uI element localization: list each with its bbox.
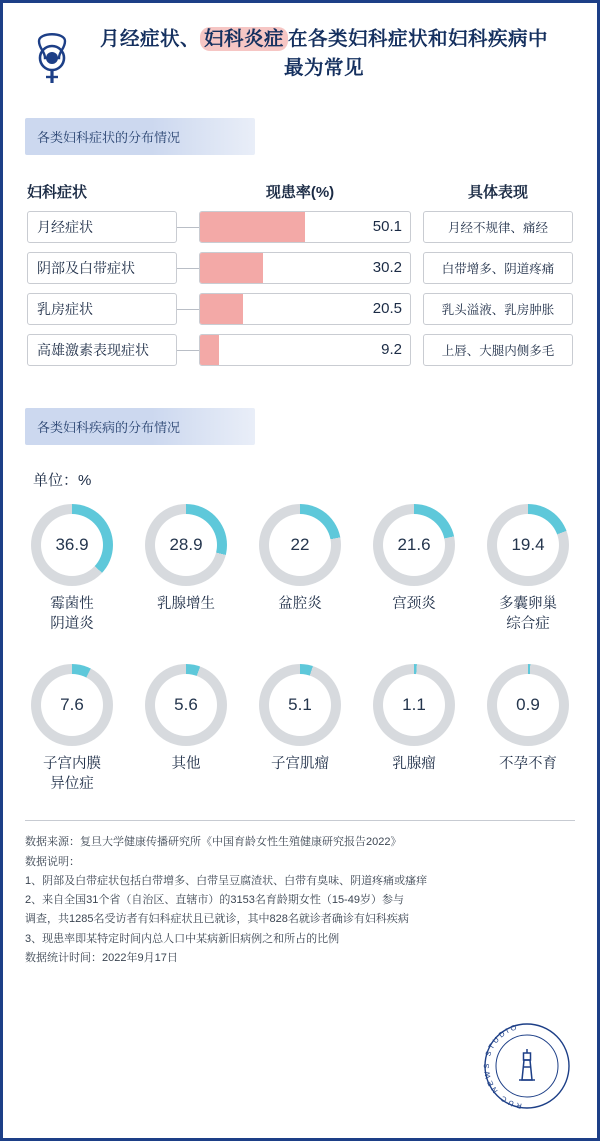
footer-line-4: 2、来自全国31个省（自治区、直辖市）的3153名育龄期女性（15-49岁）参与: [25, 894, 404, 906]
donut-ring: [259, 664, 341, 746]
donut-item: [129, 664, 243, 794]
donut-label: 乳腺瘤: [392, 756, 436, 773]
bar-value: 30.2: [372, 259, 402, 276]
donut-label: 不孕不育: [499, 756, 557, 773]
donut-item: [15, 664, 129, 794]
studio-stamp: [481, 1020, 573, 1112]
symptom-table-body: [3, 211, 597, 366]
bar-fill: [200, 212, 305, 242]
footer-line-6: 3、现患率即某特定时间内总人口中某病新旧病例之和所占的比例: [25, 932, 340, 945]
donut-ring: [145, 664, 227, 746]
symptom-manifestation: 上唇、大腿内侧多毛: [423, 334, 573, 366]
donut-ring: [373, 504, 455, 586]
col-header-manifestation: 具体表现: [467, 184, 528, 201]
page-title: [79, 25, 569, 84]
donut-item: [357, 664, 471, 794]
title-highlight: 妇科炎症: [200, 27, 288, 51]
symptom-name: 乳房症状: [27, 293, 177, 325]
col-header-prevalence: 现患率(%): [265, 184, 335, 201]
donut-value: 7.6: [41, 674, 103, 736]
bar-area: [177, 334, 411, 366]
bar-track: [199, 334, 411, 366]
donut-item: [471, 664, 585, 794]
donut-ring: [259, 504, 341, 586]
footer-line-1: 数据来源：复旦大学健康传播研究所《中国育龄女性生殖健康研究报告2022》: [25, 836, 402, 849]
table-row: [27, 334, 573, 366]
title-part1: 月经症状、: [99, 28, 200, 50]
footer-divider: [25, 820, 575, 821]
donut-ring: [31, 664, 113, 746]
donut-value: 19.4: [497, 514, 559, 576]
bar-fill: [200, 294, 243, 324]
bar-track: [199, 293, 411, 325]
symptom-table-header: [27, 181, 573, 202]
bar-area: [177, 293, 411, 325]
connector-line: [177, 227, 199, 228]
section-label-diseases: 各类妇科疾病的分布情况: [25, 408, 255, 445]
donut-label: 其他: [171, 756, 201, 773]
connector-line: [177, 268, 199, 269]
footer-line-7: 数据统计时间：2022年9月17日: [25, 951, 178, 964]
donut-label: 子宫内膜 异位症: [43, 756, 101, 792]
donut-ring: [31, 504, 113, 586]
donut-value: 22: [269, 514, 331, 576]
bar-value: 20.5: [372, 300, 402, 317]
bar-value: 50.1: [372, 218, 402, 235]
donut-value: 0.9: [497, 674, 559, 736]
donut-value: 21.6: [383, 514, 445, 576]
donut-label: 乳腺增生: [157, 596, 215, 612]
donut-item: [357, 504, 471, 634]
donut-ring: [487, 504, 569, 586]
footer-line-5: 调查，共1285名受访者有妇科症状且已就诊，其中828名就诊者确诊有妇科疾病: [25, 913, 409, 926]
header: [3, 3, 597, 100]
table-row: [27, 252, 573, 284]
footer-line-3: 1、阴部及白带症状包括白带增多、白带呈豆腐渣状、白带有臭味、阴道疼痛或瘙痒: [25, 874, 428, 887]
symptom-name: 月经症状: [27, 211, 177, 243]
bar-track: [199, 211, 411, 243]
donut-label: 盆腔炎: [278, 596, 322, 612]
section-label-symptoms: 各类妇科症状的分布情况: [25, 118, 255, 155]
symptom-manifestation: 白带增多、阴道疼痛: [423, 252, 573, 284]
col-header-symptom: 妇科症状: [27, 184, 88, 201]
symptom-name: 阴部及白带症状: [27, 252, 177, 284]
bar-value: 9.2: [381, 341, 402, 358]
donut-item: [15, 504, 129, 634]
connector-line: [177, 309, 199, 310]
donut-ring: [487, 664, 569, 746]
symptom-manifestation: 乳头溢液、乳房肿胀: [423, 293, 573, 325]
table-row: [27, 293, 573, 325]
donut-ring: [373, 664, 455, 746]
magnifier-icon: [25, 25, 79, 94]
donut-item: [243, 664, 357, 794]
donut-label: 霉菌性 阴道炎: [50, 596, 94, 632]
donut-value: 28.9: [155, 514, 217, 576]
svg-text:RUC NEWS STUDIO: RUC NEWS STUDIO: [481, 1021, 523, 1111]
bar-fill: [200, 335, 219, 365]
donut-item: [471, 504, 585, 634]
unit-label: 单位：%: [33, 472, 92, 489]
symptom-name: 高雄激素表现症状: [27, 334, 177, 366]
donut-row-1: [15, 504, 585, 634]
bar-track: [199, 252, 411, 284]
donut-item: [243, 504, 357, 634]
title-part2: 在各类妇科症状和妇科疾病中: [288, 28, 549, 50]
bar-fill: [200, 253, 263, 283]
donut-value: 1.1: [383, 674, 445, 736]
donut-row-2: [15, 664, 585, 794]
title-line2: 最为常见: [283, 57, 364, 80]
donut-value: 36.9: [41, 514, 103, 576]
donut-value: 5.6: [155, 674, 217, 736]
connector-line: [177, 350, 199, 351]
bar-area: [177, 252, 411, 284]
donut-item: [129, 504, 243, 634]
donut-value: 5.1: [269, 674, 331, 736]
symptom-manifestation: 月经不规律、痛经: [423, 211, 573, 243]
donut-label: 多囊卵巢 综合症: [499, 596, 557, 632]
bar-area: [177, 211, 411, 243]
footer-line-2: 数据说明：: [25, 855, 80, 868]
footer-notes: [25, 833, 575, 968]
table-row: [27, 211, 573, 243]
donut-label: 宫颈炎: [392, 596, 436, 612]
donut-label: 子宫肌瘤: [271, 756, 329, 773]
donut-ring: [145, 504, 227, 586]
